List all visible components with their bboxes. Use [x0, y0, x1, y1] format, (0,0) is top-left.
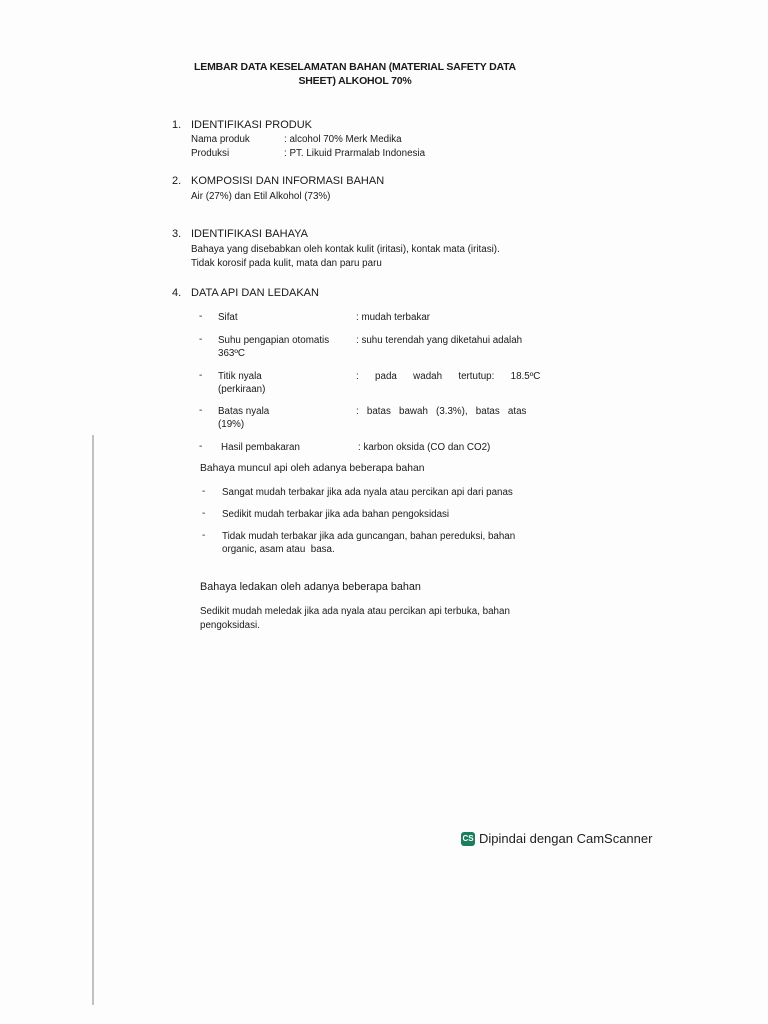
fire-item-3: Tidak mudah terbakar jika ada guncangan, bahan pereduksi, bahan [222, 531, 516, 542]
property-dash: - [199, 405, 203, 416]
property-label-sifat: Sifat [218, 312, 238, 323]
property-label-flammability-2: (19%) [218, 419, 245, 430]
property-value-ignition: : suhu terendah yang diketahui adalah [356, 335, 523, 346]
property-label-flammability: Batas nyala [218, 406, 270, 417]
property-value-combustion: : karbon oksida (CO dan CO2) [358, 442, 491, 453]
property-label-flashpoint: Titik nyala [218, 371, 262, 382]
property-label-ignition: Suhu pengapian otomatis [218, 335, 330, 346]
property-value-flammability: : batas bawah (3.3%), batas atas [356, 406, 527, 417]
explosion-hazard-heading: Bahaya ledakan oleh adanya beberapa bahan [200, 581, 421, 593]
property-label-flashpoint-2: (perkiraan) [218, 384, 266, 395]
section-1-number: 1. [172, 119, 182, 131]
production-label: Produksi [191, 148, 230, 159]
camscanner-logo-icon: CS [461, 832, 475, 846]
product-name-label: Nama produk [191, 134, 250, 145]
section-3-number: 3. [172, 228, 182, 240]
hazard-line-2: Tidak korosif pada kulit, mata dan paru paru [191, 258, 382, 269]
section-2-title: KOMPOSISI DAN INFORMASI BAHAN [191, 175, 385, 187]
fire-item-1: Sangat mudah terbakar jika ada nyala atau percikan api dari panas [222, 487, 513, 498]
property-value-flashpoint: : pada wadah tertutup: 18.5ºC [356, 371, 541, 382]
hazard-line-1: Bahaya yang disebabkan oleh kontak kulit (iritasi), kontak mata (iritasi). [191, 244, 500, 255]
fire-item-2: Sedikit mudah terbakar jika ada bahan pengoksidasi [222, 509, 450, 520]
property-dash: - [199, 370, 203, 381]
fire-hazard-heading: Bahaya muncul api oleh adanya beberapa bahan [200, 463, 425, 474]
section-2-number: 2. [172, 175, 182, 187]
title-line-2: SHEET) ALKOHOL 70% [298, 75, 412, 87]
composition-text: Air (27%) dan Etil Alkohol (73%) [191, 191, 331, 202]
fire-item-dash: - [202, 486, 206, 497]
section-3-title: IDENTIFIKASI BAHAYA [191, 228, 308, 240]
camscanner-watermark [461, 830, 652, 848]
section-1-title: IDENTIFIKASI PRODUK [191, 119, 313, 131]
section-4-number: 4. [172, 287, 182, 299]
title-line-1: LEMBAR DATA KESELAMATAN BAHAN (MATERIAL SAFETY DATA [194, 61, 516, 73]
property-dash: - [199, 311, 203, 322]
camscanner-text: Dipindai dengan CamScanner [479, 831, 653, 847]
fire-item-dash: - [202, 508, 206, 519]
property-dash: - [199, 334, 203, 345]
scan-edge-line [92, 435, 94, 1005]
property-value-sifat: : mudah terbakar [356, 312, 431, 323]
section-4-title: DATA API DAN LEDAKAN [191, 287, 319, 299]
explosion-line-1: Sedikit mudah meledak jika ada nyala atau percikan api terbuka, bahan [200, 606, 510, 617]
property-dash: - [199, 441, 203, 452]
fire-item-3-cont: organic, asam atau basa. [222, 544, 335, 555]
property-label-ignition-2: 363ºC [218, 348, 245, 359]
production-value: : PT. Likuid Prarmalab Indonesia [284, 148, 426, 159]
product-name-value: : alcohol 70% Merk Medika [284, 134, 402, 145]
explosion-line-2: pengoksidasi. [200, 620, 260, 631]
property-label-combustion: Hasil pembakaran [221, 442, 300, 453]
document-title [150, 60, 560, 88]
fire-item-dash: - [202, 530, 206, 541]
